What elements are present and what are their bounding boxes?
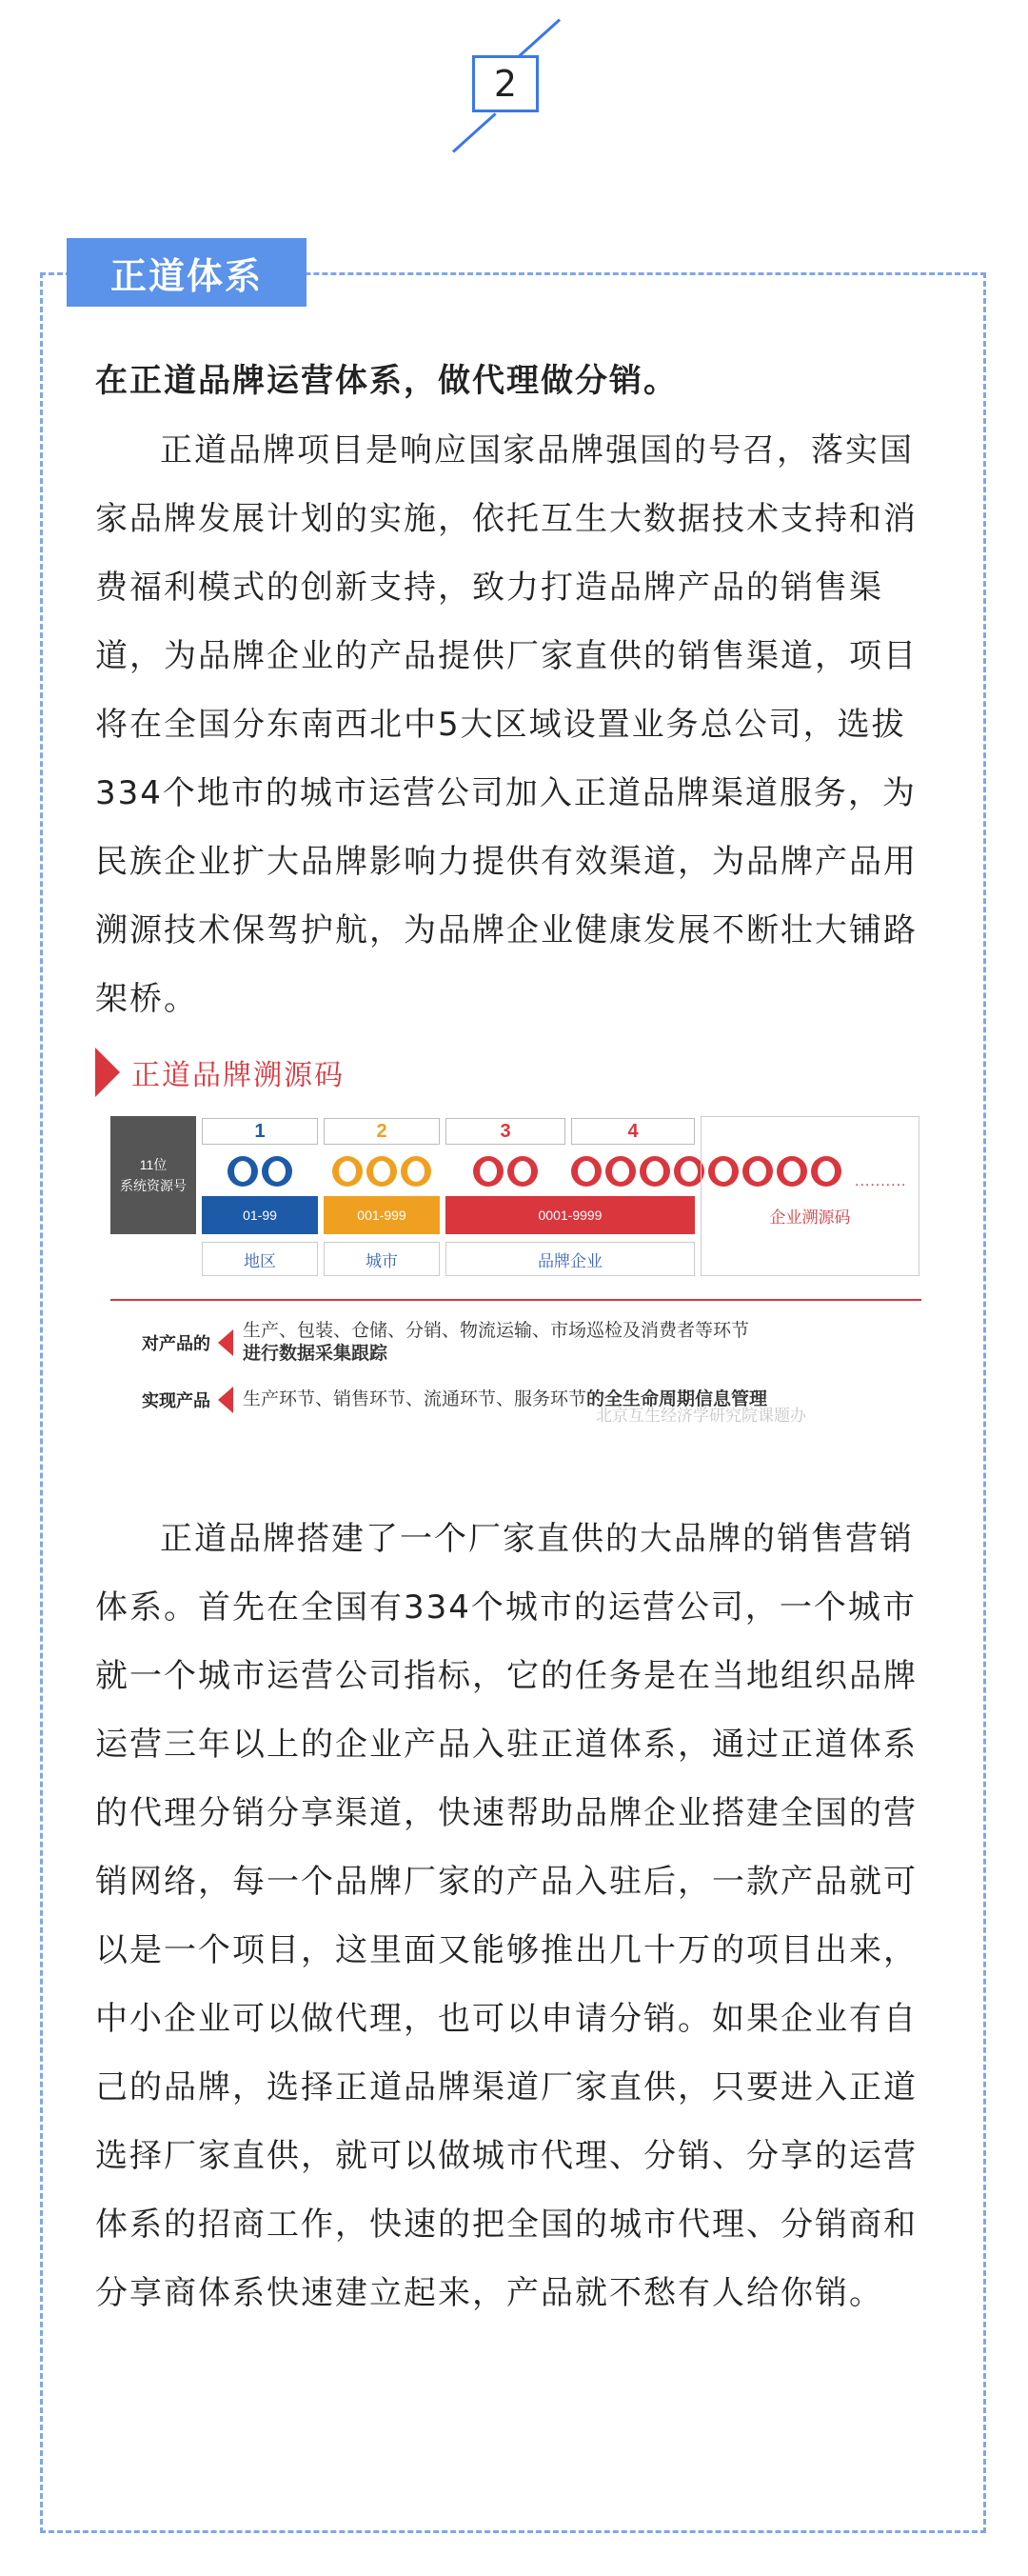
system-label-line2: 系统资源号 — [120, 1178, 187, 1193]
segment-1-label: 地区 — [202, 1242, 318, 1276]
watermark-text: 北京互生经济学研究院课题办 — [596, 1407, 806, 1425]
segment-1-digits — [202, 1152, 318, 1190]
diagram-title — [95, 1046, 345, 1099]
trace-code-diagram — [110, 1116, 921, 1425]
triangle-marker-icon — [95, 1048, 120, 1097]
badge-decor-line-bottom — [452, 112, 497, 152]
enterprise-trace-code-box: 企业溯源码 — [701, 1116, 919, 1276]
row-2-key: 实现产品 — [142, 1391, 210, 1410]
digit-circle — [473, 1156, 504, 1187]
segment-2-range: 001-999 — [324, 1196, 440, 1234]
digit-circle — [262, 1156, 292, 1187]
lead-sentence: 在正道品牌运营体系，做代理做分销。 — [95, 362, 678, 400]
row-1-value — [243, 1320, 749, 1366]
segment-2-number: 2 — [324, 1118, 440, 1145]
segment-3-digits — [445, 1152, 565, 1190]
row-1-key: 对产品的 — [142, 1334, 210, 1353]
diagram-title-text: 正道品牌溯源码 — [131, 1059, 345, 1092]
row-2-value-normal: 生产环节、销售环节、流通环节、服务环节 — [243, 1389, 587, 1409]
section-number-badge — [453, 29, 586, 162]
segment-4-number: 4 — [571, 1118, 695, 1145]
digit-circle — [640, 1156, 670, 1187]
paragraph-1: 正道品牌项目是响应国家品牌强国的号召，落实国家品牌发展计划的实施，依托互生大数据技术支持和消费福利模式的创新支持，致力打造品牌产品的销售渠道，为品牌企业的产品提供厂家直供的销售渠道，项目将在全国分东南西北中5大区域设置业务总公司，选拔334个地市的城市运营公司加入正道品牌渠道服务，为民族企业扩大品牌影响力提供有效渠道，为品牌产品用溯源技术保驾护航，为品牌企业健康发展不断壮大铺路架桥。 — [95, 431, 918, 1018]
row-1-value-line2: 进行数据采集跟踪 — [243, 1344, 388, 1364]
row-collection — [110, 1320, 749, 1366]
segment-3-number: 3 — [445, 1118, 565, 1145]
paragraph-2: 正道品牌搭建了一个厂家直供的大品牌的销售营销体系。首先在全国有334个城市的运营公司，一个城市就一个城市运营公司指标，它的任务是在当地组织品牌运营三年以上的企业产品入驻正道体系，通过正道体系的代理分销分享渠道，快速帮助品牌企业搭建全国的营销网络，每一个品牌厂家的产品入驻后，一款产品就可以是一个项目，这里面又能够推出几十万的项目出来，中小企业可以做代理，也可以申请分销。如果企业有自己的品牌，选择正道品牌渠道厂家直供，只要进入正道选择厂家直供，就可以做城市代理、分销、分享的运营体系的招商工作，快速的把全国的城市代理、分销商和分享商体系快速建立起来，产品就不愁有人给你销。 — [95, 1520, 918, 2312]
section-tag: 正道体系 — [67, 238, 306, 307]
digit-circle — [571, 1156, 602, 1187]
system-resource-label — [110, 1116, 196, 1234]
diagram-divider — [110, 1299, 921, 1301]
segment-3-label: 品牌企业 — [445, 1242, 695, 1276]
triangle-pointer-icon — [218, 1329, 233, 1356]
triangle-pointer-icon — [218, 1387, 233, 1413]
segment-3-range: 0001-9999 — [445, 1196, 695, 1234]
digit-circle — [227, 1156, 258, 1187]
section-number: 2 — [472, 55, 539, 112]
digit-circle — [507, 1156, 538, 1187]
segment-2-label: 城市 — [324, 1242, 440, 1276]
digit-circle — [366, 1156, 397, 1187]
trace-continuation-dots: .......... — [855, 1173, 907, 1189]
system-label-line1: 11位 — [139, 1157, 168, 1172]
segment-2-digits — [324, 1152, 440, 1190]
digit-circle — [605, 1156, 636, 1187]
segment-4-digits — [571, 1152, 704, 1190]
digit-circle — [401, 1156, 431, 1187]
row-2-value-bold: 的全生命周期信息管理 — [586, 1389, 768, 1409]
segment-1-range: 01-99 — [202, 1196, 318, 1234]
row-1-value-line1: 生产、包装、仓储、分销、物流运输、市场巡检及消费者等环节 — [243, 1321, 750, 1341]
segment-1-number: 1 — [202, 1118, 318, 1145]
digit-circle — [332, 1156, 363, 1187]
